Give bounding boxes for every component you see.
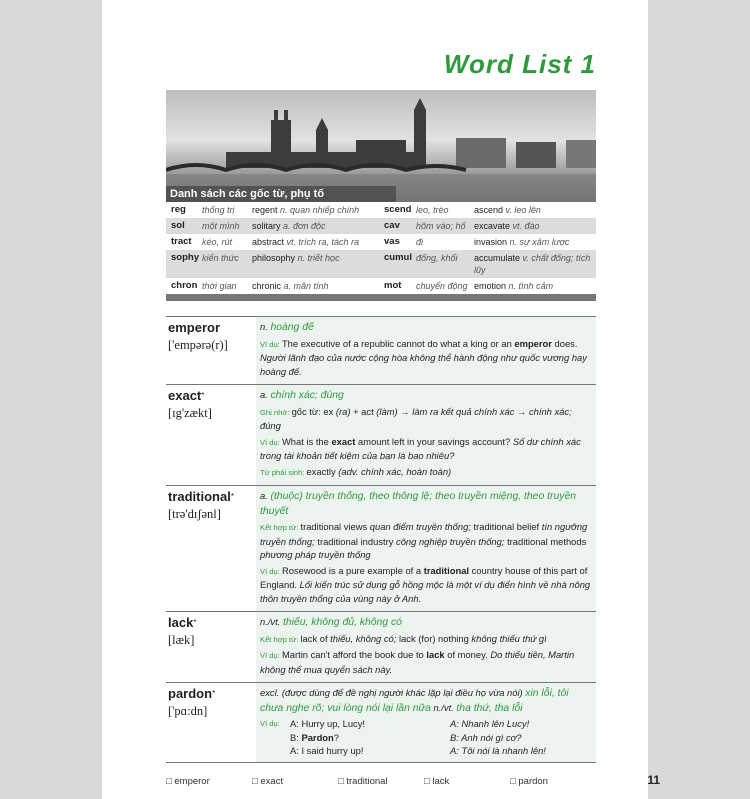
text-segment: What is the (281, 435, 332, 447)
example-meaning: v. chất đống; tích lũy (474, 253, 591, 275)
root-example (474, 280, 596, 292)
dialogue-english (290, 744, 450, 758)
word-checklist (166, 776, 647, 787)
root: reg (171, 204, 186, 215)
root-example (474, 204, 596, 216)
root-example (252, 252, 384, 264)
word-entry (166, 612, 596, 683)
text-segment: The executive of a republic cannot do what a king or an (281, 337, 515, 349)
word-entry (166, 486, 596, 612)
text-segment: công nghiệp truyền thống; (396, 535, 508, 547)
text-segment: traditional (423, 564, 470, 576)
root-example (252, 204, 384, 216)
root-example (474, 220, 596, 232)
core-word-star: * (201, 391, 205, 400)
text-segment: + act (350, 405, 377, 417)
root-row (166, 250, 596, 278)
example-word: regent (252, 205, 278, 215)
dialogue-line (260, 731, 592, 745)
headword (168, 615, 256, 631)
text-segment: Rosewood is a pure example of a (281, 564, 424, 576)
page-footer (166, 773, 660, 787)
example-meaning: n. quan nhiếp chính (280, 205, 360, 215)
root-example (474, 252, 596, 276)
book-page (102, 0, 660, 799)
pronunciation: ['empərə(r)] (168, 338, 228, 352)
dialogue-english (290, 717, 450, 731)
definition-paragraph (260, 564, 592, 606)
definition-paragraph (260, 405, 592, 433)
dialogue-line (260, 744, 592, 758)
text-segment: traditional views (300, 521, 370, 532)
definition-paragraph (260, 686, 592, 715)
root-meaning: đống, khối (416, 253, 458, 263)
root-example (252, 236, 384, 248)
root-example (252, 220, 384, 232)
text-segment: country house of this part of England. (260, 564, 588, 590)
text-segment: n./vt. (430, 701, 457, 713)
example-word: emotion (474, 281, 507, 291)
roots-caption: Danh sách các gốc từ, phụ tố (166, 186, 396, 202)
entry-definition-column (256, 486, 596, 611)
root: tract (171, 236, 192, 247)
text-segment: a. (260, 490, 271, 501)
example-word: ascend (474, 205, 504, 215)
text-segment: Ví dụ: (260, 566, 282, 576)
text-segment: ? (333, 731, 339, 743)
checklist-item[interactable]: □ traditional (338, 775, 388, 787)
dialogue-vietnamese: A: Tôi nói là nhanh lên! (450, 745, 546, 756)
text-segment: hoàng đế (270, 322, 314, 333)
text-segment: exactly (306, 465, 339, 477)
text-segment: Lối kiến trúc sử dụng gỗ hồng mộc là một ví dụ điển hình về nhà nông thôn truyền thống của vùng này ở Anh. (260, 579, 591, 604)
checklist-item[interactable]: □ lack (424, 775, 450, 787)
text-segment: gốc từ: ex (291, 405, 336, 417)
word-entries (166, 316, 596, 763)
root: sol (171, 220, 185, 231)
example-word: excavate (474, 221, 511, 231)
text-segment: Do thiếu tiền, Martin không thể mua quyển sách này. (260, 649, 575, 675)
text-segment: quan điểm truyền thống; (369, 521, 474, 532)
roots-table (166, 202, 596, 294)
headword-text: emperor (168, 320, 221, 335)
text-segment: traditional industry (317, 535, 397, 547)
text-segment: excl. (được dùng để đề nghị người khác lặp lại điều họ vừa nói) (260, 687, 526, 698)
definition-paragraph (260, 320, 592, 335)
text-segment: Ví dụ: (260, 437, 282, 447)
text-segment: (làm) → làm ra kết quả chính xác → chính xác; đúng (260, 405, 572, 431)
text-segment: lack (426, 649, 445, 660)
pronunciation: [ɪg'zækt] (168, 406, 212, 420)
example-word: accumulate (474, 253, 521, 263)
example-label (260, 731, 290, 745)
entry-definition-column (256, 612, 596, 682)
definition-paragraph (260, 632, 592, 647)
core-word-star: * (230, 492, 234, 501)
headword (168, 686, 256, 702)
dialogue-line (260, 717, 592, 731)
example-word: invasion (474, 237, 508, 247)
entry-definition-column (256, 385, 596, 485)
text-segment: lack (for) nothing (398, 632, 472, 644)
text-segment: exact (331, 435, 356, 447)
pronunciation: [trə'dɪʃənl] (168, 507, 221, 521)
word-entry (166, 317, 596, 385)
root-row (166, 234, 596, 250)
example-meaning: vt. đào (512, 221, 540, 231)
word-entry (166, 385, 596, 486)
definition-paragraph (260, 435, 592, 463)
page-title: Word List 1 (443, 49, 596, 79)
example-meaning: a. đơn độc (283, 221, 326, 231)
root-meaning: thời gian (202, 281, 237, 291)
text-segment: tha thứ, tha lỗi (456, 702, 523, 714)
entry-headword-column (166, 385, 256, 485)
text-segment: thiếu, không đủ, không có (282, 617, 402, 628)
text-segment: A: I said hurry up! (290, 745, 364, 756)
root-meaning: chuyển động (416, 281, 468, 291)
root-meaning: leo, trèo (416, 205, 449, 215)
example-word: solitary (252, 221, 281, 231)
definition-paragraph (260, 615, 592, 630)
example-label: Ví dụ: (260, 719, 280, 728)
text-segment: A: Hurry up, Lucy! (290, 718, 366, 729)
dialogue-english (290, 731, 450, 745)
headword (168, 489, 256, 505)
text-segment: amount left in your savings account? (355, 435, 513, 447)
root: cumul (384, 252, 412, 263)
example-word: abstract (252, 237, 285, 247)
root: chron (171, 280, 198, 291)
root-meaning: kéo, rút (202, 237, 233, 247)
entry-headword-column (166, 612, 256, 682)
checklist-item[interactable]: □ exact (252, 775, 284, 787)
definition-paragraph (260, 489, 592, 518)
text-segment: Người lãnh đạo của nước cộng hòa không thể hành động như quốc vương hay hoàng đế. (260, 352, 587, 377)
core-word-star: * (193, 618, 197, 627)
entry-headword-column (166, 317, 256, 384)
root-meaning: hõm vào; hố (416, 221, 466, 231)
text-segment: emperor (514, 337, 552, 349)
text-segment: of money. (444, 649, 491, 660)
text-segment: (ra) (335, 405, 351, 417)
headword-text: exact (168, 388, 202, 403)
text-segment: Pardon (301, 731, 334, 743)
text-segment: lack of (300, 632, 331, 644)
dialogue-vietnamese: B: Anh nói gì cơ? (450, 731, 522, 743)
text-segment: n./vt. (260, 616, 283, 627)
text-segment: traditional belief (473, 521, 542, 532)
root-meaning: thống trị (202, 205, 235, 215)
text-segment: xin lỗi, tôi chưa nghe rõ; vui lòng nói lại lần nữa (260, 688, 569, 714)
example-word: philosophy (252, 253, 296, 263)
root: vas (384, 236, 400, 247)
definition-paragraph (260, 648, 592, 676)
headword-text: pardon (168, 686, 213, 701)
text-segment: tín ngưỡng truyền thống; (260, 521, 588, 547)
headword-text: traditional (168, 489, 231, 504)
example-meaning: n. tình cảm (508, 281, 554, 291)
text-segment: Ví dụ: (260, 339, 282, 349)
root-example (474, 236, 596, 248)
root-meaning: một mình (202, 221, 240, 231)
text-segment: không thiếu thứ gì (471, 632, 547, 644)
text-segment: (thuộc) truyền thống, theo thông lệ; theo truyền miệng, theo truyền thuyết (260, 491, 577, 517)
core-word-star: * (212, 689, 216, 698)
example-meaning: v. leo lên (505, 205, 541, 215)
root: cav (384, 220, 400, 231)
example-label (260, 744, 290, 758)
text-segment: chính xác; đúng (270, 390, 344, 401)
text-segment: Martin can't afford the book due to (281, 649, 427, 660)
text-segment: a. (260, 389, 271, 400)
divider-band (166, 294, 596, 301)
root-row (166, 218, 596, 234)
root-meaning: kiến thức (202, 253, 239, 263)
definition-paragraph (260, 337, 592, 379)
root: sophy (171, 252, 199, 263)
text-segment: thiếu, không có; (330, 632, 399, 644)
text-segment: Kết hợp từ: (260, 634, 301, 644)
definition-paragraph (260, 520, 592, 562)
dialogue-vietnamese: A: Nhanh lên Lucy! (450, 718, 530, 729)
text-segment: Ghi nhớ: (260, 407, 292, 417)
pronunciation: ['pɑ:dn] (168, 704, 208, 718)
root-meaning: đi (416, 237, 424, 247)
text-segment: does. (551, 337, 578, 349)
text-segment: Ví dụ: (260, 651, 282, 660)
headword (168, 320, 256, 336)
london-skyline-photo (166, 90, 596, 202)
entry-definition-column (256, 317, 596, 384)
checklist-item[interactable]: □ pardon (510, 775, 548, 787)
text-segment: Kết hợp từ: (260, 523, 301, 532)
page-number: 11 (647, 772, 660, 787)
example-meaning: vt. trích ra, tách ra (286, 237, 360, 247)
root: mot (384, 280, 402, 291)
example-meaning: n. sự xâm lược (509, 237, 570, 247)
text-segment: (adv. chính xác, hoàn toàn) (338, 465, 452, 477)
checklist-item[interactable]: □ emperor (166, 775, 210, 787)
text-segment: Số dư chính xác trong tài khoản tiết kiệm của bạn là bao nhiêu? (260, 435, 581, 461)
text-segment: n. (260, 321, 271, 332)
word-entry (166, 683, 596, 763)
text-segment: traditional methods (507, 535, 587, 547)
text-segment: Từ phái sinh: (260, 467, 307, 477)
example-word: chronic (252, 281, 282, 291)
root-row (166, 278, 596, 294)
root-row (166, 202, 596, 218)
headword-text: lack (168, 615, 194, 630)
example-meaning: a. mãn tính (283, 281, 329, 291)
example-meaning: n. triết học (297, 253, 340, 263)
entry-headword-column (166, 486, 256, 611)
headword (168, 388, 256, 404)
text-segment: phương pháp truyền thống (260, 549, 371, 560)
root: scend (384, 204, 412, 215)
text-segment: B: (290, 731, 302, 743)
definition-paragraph (260, 388, 592, 403)
pronunciation: [læk] (168, 633, 195, 647)
root-example (252, 280, 384, 292)
definition-paragraph (260, 465, 592, 480)
